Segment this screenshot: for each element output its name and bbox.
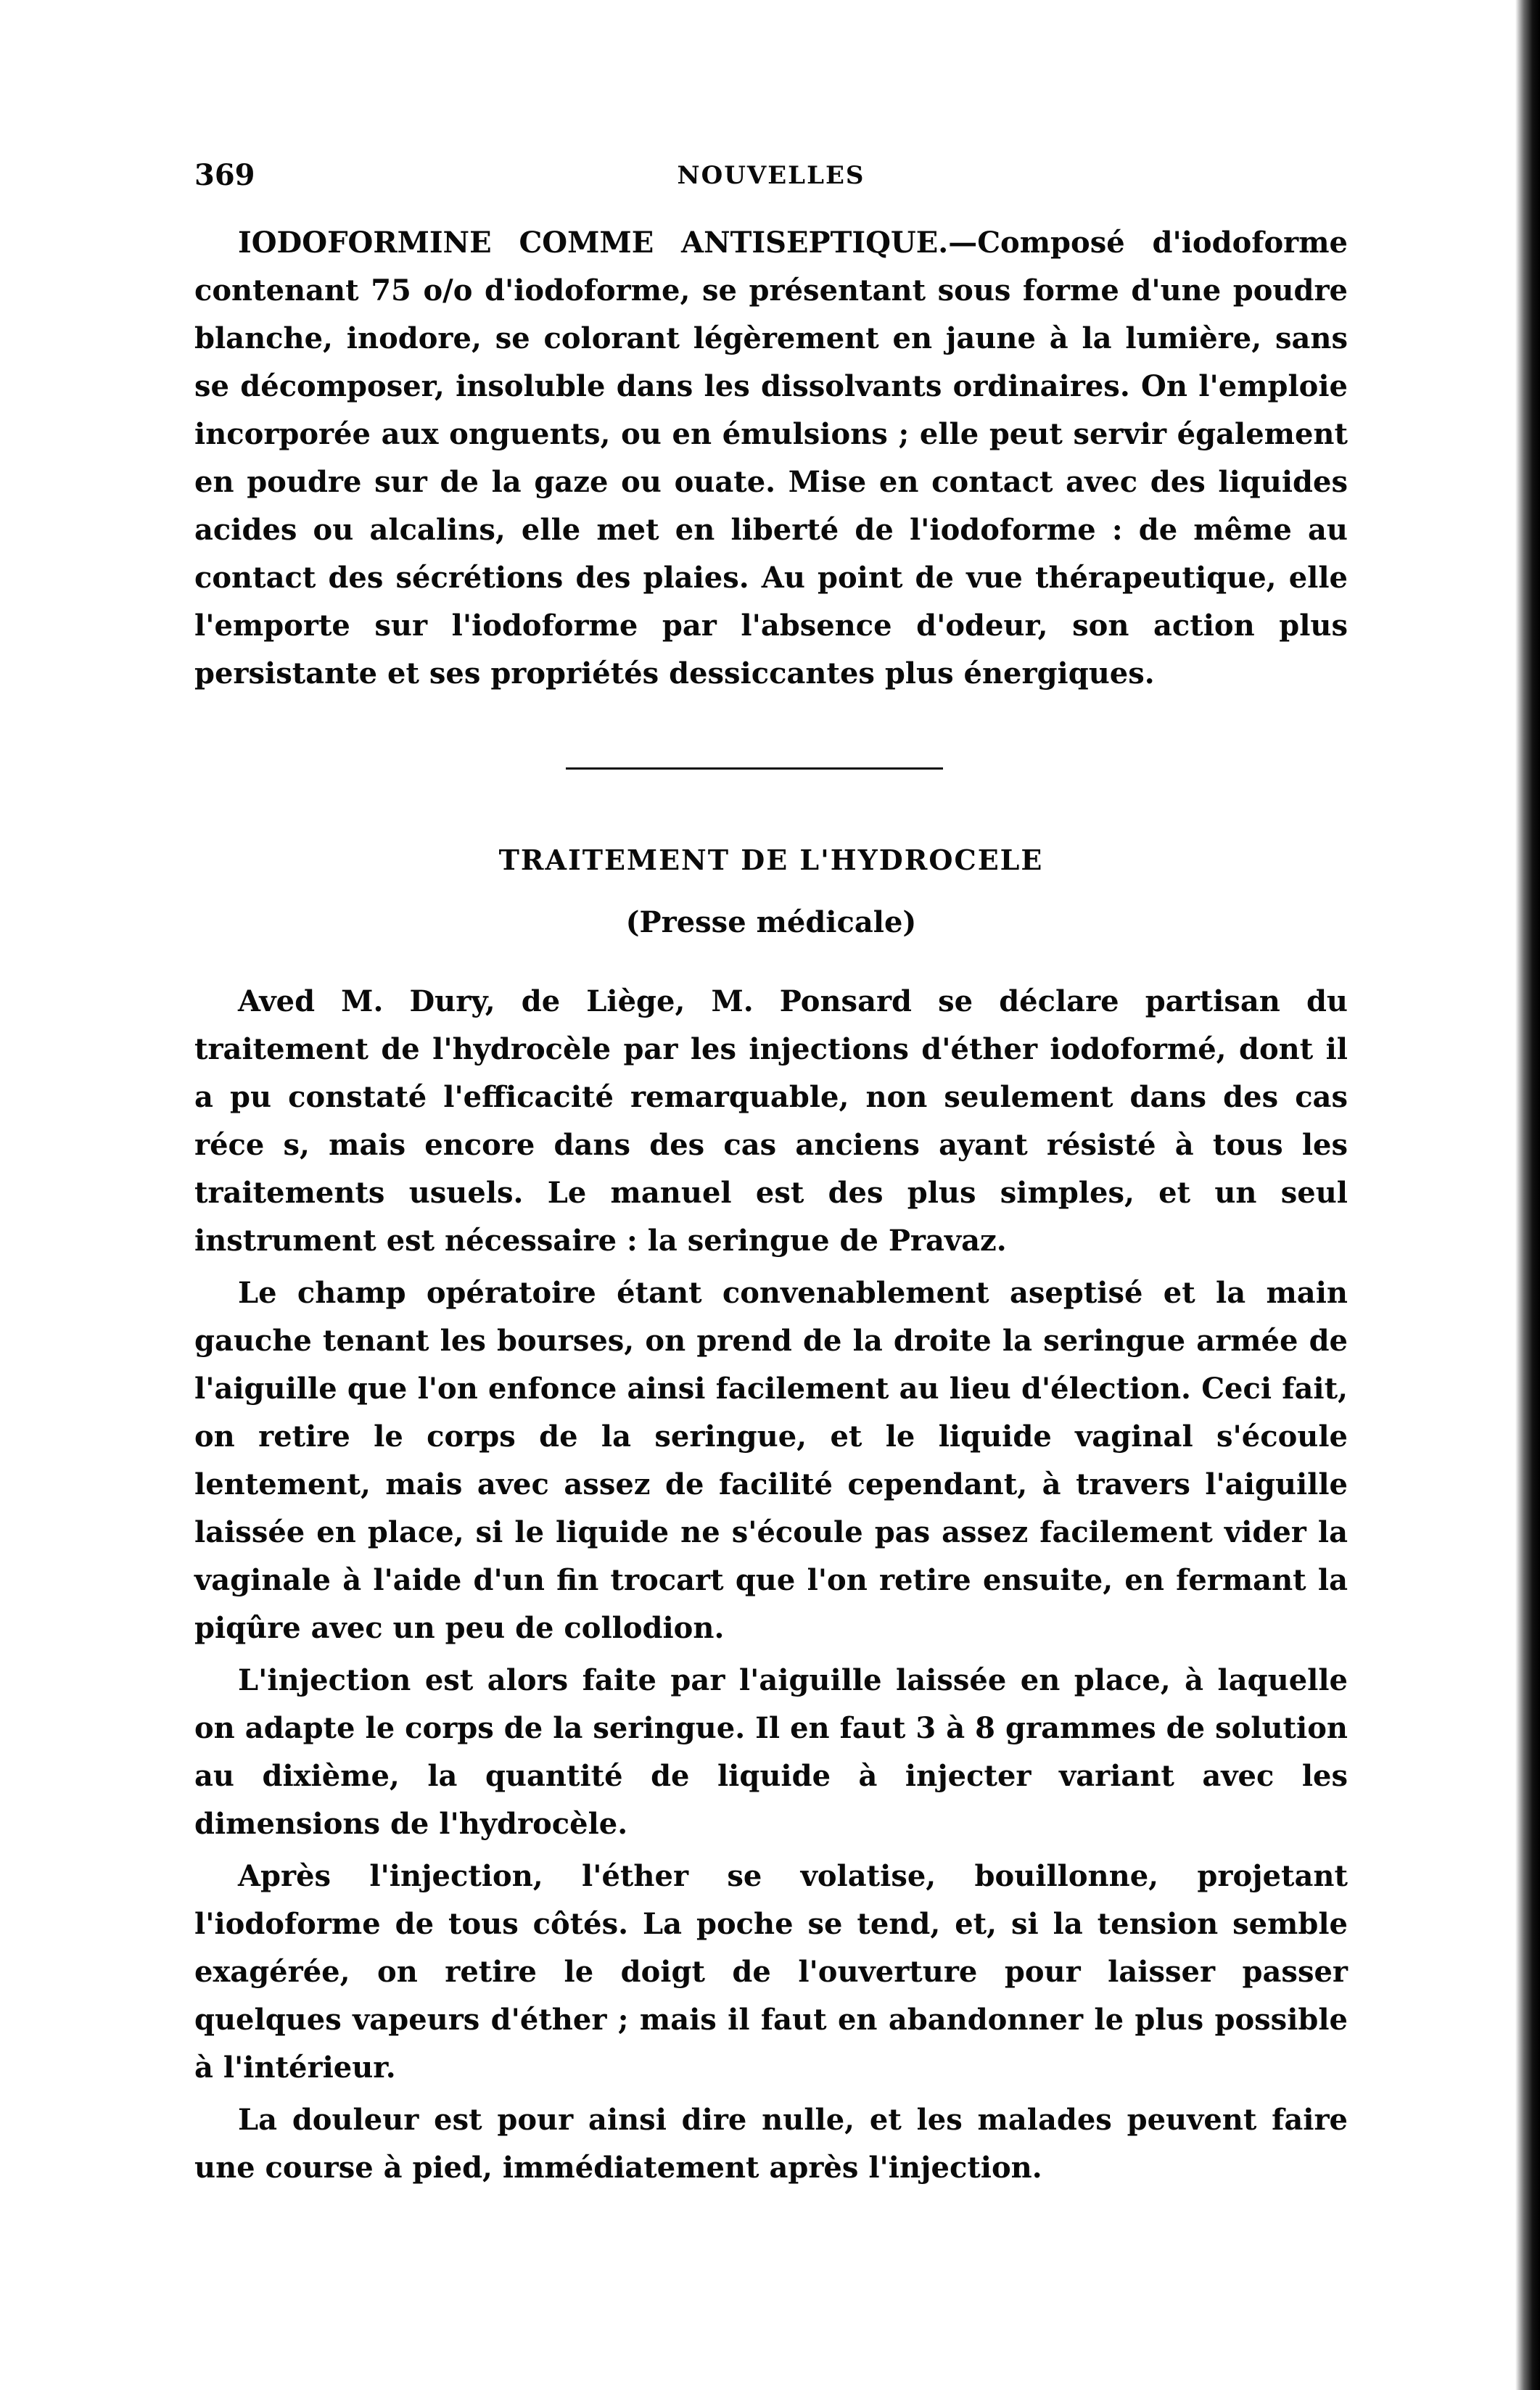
running-title: NOUVELLES — [677, 161, 865, 190]
hydrocele-section — [194, 978, 1348, 2192]
hydrocele-paragraph-1: Aved M. Dury, de Liège, M. Ponsard se déclare partisan du traitement de l'hydrocèle par les injections d'éther iodoformé, dont il a pu constaté l'efficacité remarquable, non seulement dans des cas réce s, mais encore dans des cas anciens ayant résisté à tous les traitements usuels. Le manuel est des plus simples, et un seul instrument est nécessaire : la seringue de Pravaz. — [194, 984, 1348, 1258]
page-number: 369 — [194, 158, 255, 192]
iodoformine-section — [194, 219, 1348, 698]
section-title: TRAITEMENT DE L'HYDROCELE — [498, 844, 1044, 876]
section-divider — [566, 767, 943, 770]
hydrocele-paragraph-4: Après l'injection, l'éther se volatise, bouillonne, projetant l'iodoforme de tous côtés. La poche se tend, et, si la tension semble exagérée, on retire le doigt de l'ouverture pour laisser passer quelques vapeurs d'éther ; mais il faut en abandonner le plus possible à l'intérieur. — [194, 1859, 1348, 2085]
hydrocele-paragraph-2: Le champ opératoire étant convenablement aseptisé et la main gauche tenant les bourses, on prend de la droite la seringue armée de l'aiguille que l'on enfonce ainsi facilement au lieu d'élection. Ceci fait, on retire le corps de la seringue, et le liquide vaginal s'écoule lentement, mais avec assez de facilité cependant, à travers l'aiguille laissée en place, si le liquide ne s'écoule pas assez facilement vider la vaginale à l'aide d'un fin trocart que l'on retire ensuite, en fermant la piqûre avec un peu de collodion. — [194, 1276, 1348, 1645]
hydrocele-paragraph-5: La douleur est pour ainsi dire nulle, et les malades peuvent faire une course à pied, immédiatement après l'injection. — [194, 2103, 1348, 2185]
hydrocele-paragraph-3: L'injection est alors faite par l'aiguille laissée en place, à laquelle on adapte le corps de la seringue. Il en faut 3 à 8 grammes de solution au dixième, la quantité de liquide à injecter variant avec les dimensions de l'hydrocèle. — [194, 1663, 1348, 1841]
page-header — [194, 158, 1348, 202]
scan-edge-shadow — [1515, 0, 1540, 2390]
iodoformine-paragraph: IODOFORMINE COMME ANTISEPTIQUE.—Composé d'iodoforme contenant 75 o/o d'iodoforme, se présentant sous forme d'une poudre blanche, inodore, se colorant légèrement en jaune à la lumière, sans se décomposer, insoluble dans les dissolvants ordinaires. On l'emploie incorporée aux onguents, ou en émulsions ; elle peut servir également en poudre sur de la gaze ou ouate. Mise en contact avec des liquides acides ou alcalins, elle met en liberté de l'iodoforme : de même au contact des sécrétions des plaies. Au point de vue thérapeutique, elle l'emporte sur l'iodoforme par l'absence d'odeur, son action plus persistante et ses propriétés dessiccantes plus énergiques. — [194, 226, 1348, 691]
section-source: (Presse médicale) — [625, 905, 917, 939]
